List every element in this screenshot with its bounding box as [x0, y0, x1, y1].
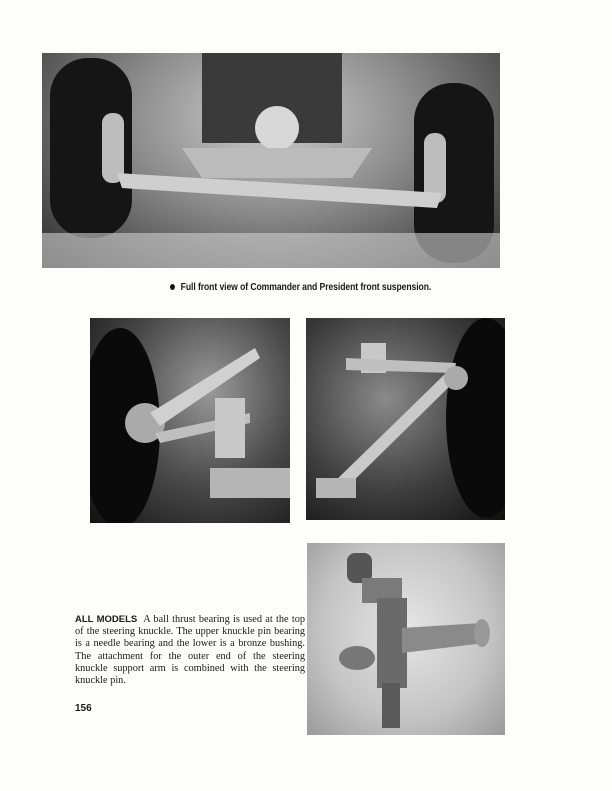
left-suspension-detail-photo — [90, 318, 290, 523]
section-lead: ALL MODELS — [75, 614, 138, 625]
page-number: 156 — [75, 703, 92, 714]
paragraph-text: A ball thrust bearing is used at the top of the steering knuckle. The upper knuckle pin bearing is a needle bearing and the lower is a bronze bushing. The attachment for the outer end of the steering knuckle support arm is combined with the steering knuckle pin. — [75, 614, 305, 687]
caption-text: Full front view of Commander and President front suspension. — [180, 281, 432, 293]
steering-knuckle-photo — [307, 543, 505, 735]
bullet-icon — [170, 284, 175, 290]
body-paragraph — [75, 614, 305, 687]
right-suspension-detail-photo — [306, 318, 505, 520]
front-suspension-photo — [42, 53, 500, 268]
figure-caption — [170, 281, 431, 293]
